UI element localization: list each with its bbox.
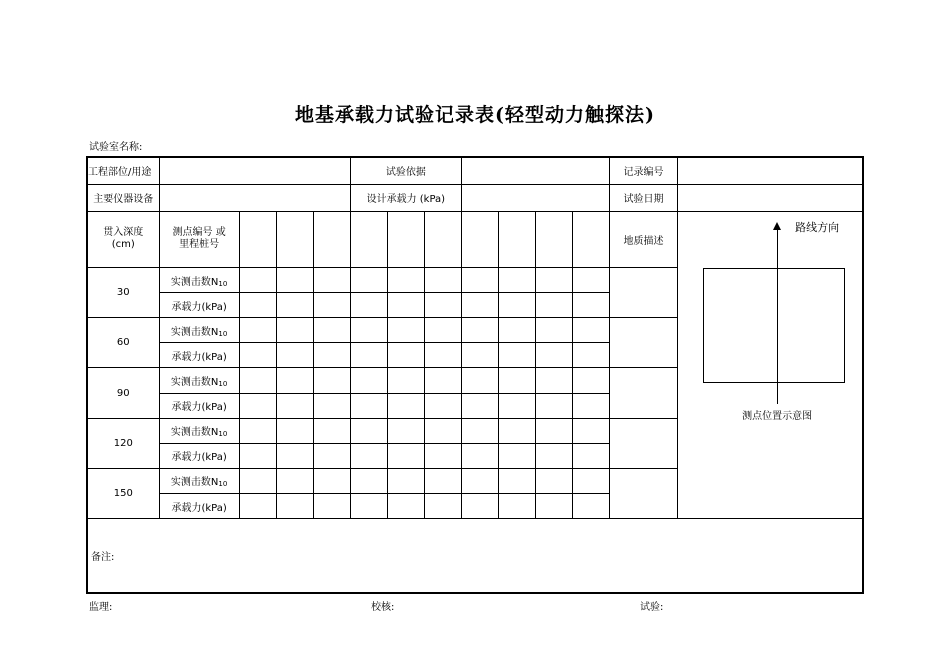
data-cell[interactable] [350,393,387,418]
data-cell[interactable] [535,267,572,292]
record-form-table [86,156,864,594]
page-title: 地基承载力试验记录表(轻型动力触探法) [295,104,655,126]
data-cell[interactable] [424,293,461,318]
data-cell[interactable] [424,418,461,443]
data-cell[interactable] [350,443,387,468]
data-cell[interactable] [572,418,609,443]
data-cell[interactable] [350,318,387,343]
data-cell[interactable] [276,368,313,393]
data-cell[interactable] [313,343,350,368]
capacity-label: 承载力(kPa) [159,343,239,368]
data-cell[interactable] [276,267,313,292]
data-cell[interactable] [572,493,609,518]
data-cell[interactable] [535,443,572,468]
data-cell[interactable] [239,343,276,368]
data-cell[interactable] [461,493,498,518]
data-cell[interactable] [572,318,609,343]
design-capacity-value[interactable] [461,184,609,211]
data-cell[interactable] [276,343,313,368]
data-cell[interactable] [535,368,572,393]
blow-count-label: 实测击数$N_{10}$ [159,468,239,493]
data-cell[interactable] [498,368,535,393]
point-cell[interactable] [572,211,609,267]
test-basis-value[interactable] [461,157,609,184]
data-cell[interactable] [239,267,276,292]
remarks-field[interactable] [87,519,863,593]
point-cell[interactable] [276,211,313,267]
record-no-value[interactable] [678,157,863,184]
capacity-label: 承载力(kPa) [159,443,239,468]
data-cell[interactable] [535,493,572,518]
point-cell[interactable] [239,211,276,267]
data-cell[interactable] [461,443,498,468]
data-cell[interactable] [424,393,461,418]
geology-column-header: 地质描述 [610,211,678,267]
data-cell[interactable] [461,468,498,493]
data-cell[interactable] [276,443,313,468]
depth-cell: 150 [87,468,159,518]
data-cell[interactable] [387,343,424,368]
blow-count-label: 实测击数$N_{10}$ [159,418,239,443]
data-cell[interactable] [424,443,461,468]
data-cell[interactable] [572,293,609,318]
data-cell[interactable] [387,493,424,518]
data-cell[interactable] [461,293,498,318]
route-direction-label: 路线方向 [795,220,840,234]
data-cell[interactable] [424,493,461,518]
data-cell[interactable] [239,493,276,518]
data-cell[interactable] [424,343,461,368]
data-cell[interactable] [239,293,276,318]
depth-column-header: 贯入深度 (cm) [87,211,159,267]
capacity-label: 承载力(kPa) [159,493,239,518]
data-cell[interactable] [498,318,535,343]
data-cell[interactable] [461,318,498,343]
data-cell[interactable] [572,393,609,418]
data-cell[interactable] [498,418,535,443]
project-part-value[interactable] [159,157,350,184]
data-cell[interactable] [276,493,313,518]
data-cell[interactable] [313,418,350,443]
column-header-row [87,211,863,267]
data-cell[interactable] [387,418,424,443]
data-cell[interactable] [424,267,461,292]
remarks-row [87,519,863,593]
blow-count-label: 实测击数$N_{10}$ [159,368,239,393]
test-basis-label: 试验依据 [350,157,461,184]
geology-cell[interactable] [610,418,678,468]
data-cell[interactable] [535,418,572,443]
supervisor-label: 监理: [89,602,113,613]
project-part-label: 工程部位/用途 [87,157,159,184]
main-instrument-label: 主要仪器设备 [87,184,159,211]
point-column-header: 测点编号 或里程桩号 [159,211,239,267]
data-cell[interactable] [572,343,609,368]
point-cell[interactable] [535,211,572,267]
main-instrument-value[interactable] [159,184,350,211]
lab-name-label: 试验室名称: [89,142,143,153]
data-cell[interactable] [276,318,313,343]
test-date-label: 试验日期 [610,184,678,211]
point-cell[interactable] [313,211,350,267]
data-cell[interactable] [498,443,535,468]
data-cell[interactable] [498,393,535,418]
data-cell[interactable] [313,368,350,393]
point-cell[interactable] [387,211,424,267]
depth-cell: 120 [87,418,159,468]
capacity-label: 承载力(kPa) [159,393,239,418]
header-row-2 [87,184,863,211]
data-cell[interactable] [239,468,276,493]
data-cell[interactable] [535,293,572,318]
data-cell[interactable] [535,343,572,368]
location-diagram-cell [678,211,863,518]
data-cell[interactable] [313,493,350,518]
location-diagram [678,212,863,519]
data-cell[interactable] [350,418,387,443]
data-cell[interactable] [461,368,498,393]
data-cell[interactable] [313,443,350,468]
data-cell[interactable] [572,368,609,393]
data-cell[interactable] [424,318,461,343]
data-cell[interactable] [572,468,609,493]
data-cell[interactable] [313,468,350,493]
data-cell[interactable] [535,468,572,493]
data-cell[interactable] [461,418,498,443]
point-cell[interactable] [461,211,498,267]
data-cell[interactable] [498,267,535,292]
data-cell[interactable] [276,418,313,443]
data-cell[interactable] [535,393,572,418]
geology-cell[interactable] [610,368,678,418]
data-cell[interactable] [424,468,461,493]
data-cell[interactable] [313,293,350,318]
data-cell[interactable] [424,368,461,393]
reviewer-label: 校核: [371,602,395,613]
data-cell[interactable] [239,418,276,443]
geology-cell[interactable] [610,318,678,368]
data-cell[interactable] [572,443,609,468]
data-cell[interactable] [461,267,498,292]
data-cell[interactable] [572,267,609,292]
data-cell[interactable] [239,368,276,393]
header-row-1 [87,157,863,184]
data-cell[interactable] [350,293,387,318]
geology-cell[interactable] [610,267,678,317]
data-cell[interactable] [498,493,535,518]
point-cell[interactable] [424,211,461,267]
depth-cell: 60 [87,318,159,368]
data-cell[interactable] [350,368,387,393]
data-cell[interactable] [387,468,424,493]
data-cell[interactable] [313,318,350,343]
data-cell[interactable] [239,393,276,418]
data-cell[interactable] [313,267,350,292]
data-cell[interactable] [276,293,313,318]
tester-label: 试验: [640,602,664,613]
data-cell[interactable] [461,343,498,368]
data-cell[interactable] [313,393,350,418]
data-cell[interactable] [498,343,535,368]
test-date-value[interactable] [678,184,863,211]
blow-count-label: 实测击数$N_{10}$ [159,318,239,343]
data-cell[interactable] [387,318,424,343]
data-cell[interactable] [239,318,276,343]
depth-cell: 90 [87,368,159,418]
data-cell[interactable] [498,293,535,318]
data-cell[interactable] [276,468,313,493]
data-cell[interactable] [387,293,424,318]
geology-cell[interactable] [610,468,678,518]
data-cell[interactable] [498,468,535,493]
data-cell[interactable] [276,393,313,418]
data-cell[interactable] [535,318,572,343]
depth-cell: 30 [87,267,159,317]
data-cell[interactable] [387,267,424,292]
design-capacity-label: 设计承载力 (kPa) [350,184,461,211]
remarks-label: 备注: [91,552,115,564]
data-cell[interactable] [350,493,387,518]
data-cell[interactable] [350,267,387,292]
diagram-caption: 测点位置示意图 [742,410,813,422]
capacity-label: 承载力(kPa) [159,293,239,318]
sketch-box[interactable] [703,268,845,383]
data-cell[interactable] [239,443,276,468]
data-cell[interactable] [461,393,498,418]
data-cell[interactable] [350,343,387,368]
data-cell[interactable] [350,468,387,493]
record-no-label: 记录编号 [610,157,678,184]
point-cell[interactable] [350,211,387,267]
data-cell[interactable] [387,368,424,393]
data-cell[interactable] [387,393,424,418]
data-cell[interactable] [387,443,424,468]
point-cell[interactable] [498,211,535,267]
blow-count-label: 实测击数$N_{10}$ [159,267,239,292]
